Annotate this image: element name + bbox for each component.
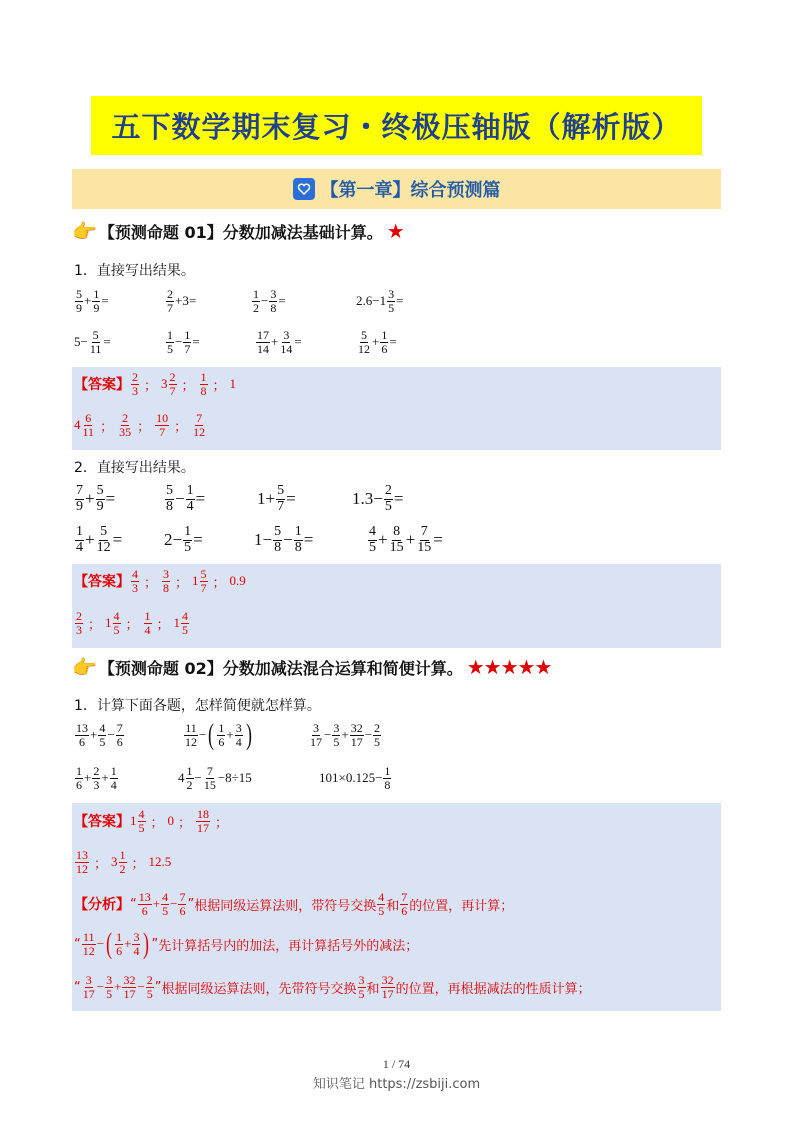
answer-label: 【答案】 — [74, 814, 130, 831]
expression: $\frac{1}{5}$ − $\frac{1}{7}$ = — [167, 328, 200, 356]
expression: 1.3− $\frac{2}{5}$ = — [352, 483, 404, 514]
expression: $\frac{5}{12}$ + $\frac{1}{6}$ = — [358, 328, 397, 356]
analysis-label: 【分析】 — [74, 897, 130, 914]
question-3-prompt: 1．计算下面各题，怎样简便就怎样算。 — [74, 698, 321, 714]
question-2-prompt: 2．直接写出结果。 — [74, 460, 195, 476]
expression: 2.6−1 $\frac{3}{5}$ = — [356, 287, 404, 315]
expression: 101×0.125− $\frac{1}{8}$ — [319, 764, 391, 792]
answer-label: 【答案】 — [74, 377, 130, 394]
footer-site-link[interactable]: 知识笔记 https://zsbiji.com — [312, 1077, 481, 1092]
answer-value: 0 — [167, 813, 175, 829]
question-1-prompt: 1．直接写出结果。 — [74, 263, 195, 279]
heart-tag-icon — [293, 178, 315, 200]
star-rating: ★ — [386, 219, 404, 243]
analysis-line-2: “ $\frac{11}{12}$ − ( $\frac{1}{6}$ + $\frac{3}{4}$ ) ” 先计算括号内的加法，再计算括号外的减法； — [74, 927, 419, 960]
star-rating: ★★★★★ — [466, 655, 552, 679]
analysis-text: 的位置，再根据减法的性质计算； — [395, 981, 591, 997]
document-title: 五下数学期末复习・终极压轴版（解析版） — [111, 110, 682, 144]
answer-line: $\frac{2}{3}$ ； 1 $\frac{4}{5}$ ； $\frac{1}{4}$ ； 1 $\frac{4}{5}$ — [76, 609, 189, 637]
answer-line: 4 $\frac{6}{11}$ ； $\frac{2}{35}$ ； $\frac{10}{7}$ ； $\frac{7}{12}$ — [74, 411, 206, 439]
expression: $\frac{3}{17}$ − $\frac{3}{5}$ + $\frac{32}{17}$ − $\frac{2}{5}$ — [310, 721, 381, 749]
topic-heading-02 — [72, 655, 551, 679]
chapter-title: 【第一章】综合预测篇 — [320, 180, 501, 201]
answer-line: 【答案】 $\frac{4}{3}$ ； $\frac{3}{8}$ ； 1 $\frac{5}{7}$ ； 0.9 — [74, 567, 246, 595]
answer-line: $\frac{13}{12}$ ； 3 $\frac{1}{2}$ ； 12.5 — [76, 848, 172, 876]
expression: $\frac{1}{2}$ − $\frac{3}{8}$ = — [253, 287, 286, 315]
expression: 1− $\frac{5}{8}$ − $\frac{1}{8}$ = — [254, 524, 314, 555]
analysis-text: 根据同级运算法则，带符号交换 — [194, 898, 377, 914]
analysis-line-3: “ $\frac{3}{17}$ − $\frac{3}{5}$ + $\frac{32}{17}$ − $\frac{2}{5}$ ” 根据同级运算法则，先带符号交换 $\frac{3}{5}$ 和 $\frac{32}{17}$ 的位置，再根据减法的性质计算； — [74, 973, 591, 1001]
expression: $\frac{4}{5}$ + $\frac{8}{15}$ + $\frac{7}{15}$ = — [369, 524, 443, 555]
expression: $\frac{13}{6}$ + $\frac{4}{5}$ − $\frac{7}{6}$ — [76, 721, 123, 749]
expression: $\frac{2}{7}$ +3= — [167, 287, 197, 315]
expression: $\frac{7}{9}$ + $\frac{5}{9}$ = — [76, 483, 116, 514]
expression: $\frac{1}{6}$ + $\frac{2}{3}$ + $\frac{1}{4}$ — [76, 764, 117, 792]
analysis-text: 先计算括号内的加法，再计算括号外的减法； — [158, 938, 419, 954]
chapter-banner — [72, 169, 721, 209]
expression: $\frac{17}{14}$ + $\frac{3}{14}$ = — [257, 328, 302, 356]
expression: $\frac{5}{8}$ − $\frac{1}{4}$ = — [166, 483, 206, 514]
answer-value: 12.5 — [148, 854, 172, 870]
analysis-text: 和 — [366, 981, 380, 997]
expression: $\frac{11}{12}$ − ( $\frac{1}{6}$ + $\frac{3}{4}$ ) — [185, 718, 252, 751]
expression: $\frac{5}{9}$ + $\frac{1}{9}$ = — [76, 287, 109, 315]
expression: $\frac{1}{4}$ + $\frac{5}{12}$ = — [76, 524, 123, 555]
answer-label: 【答案】 — [74, 574, 130, 591]
page-number: 1 / 74 — [382, 1057, 411, 1071]
expression: 2− $\frac{1}{5}$ = — [164, 524, 203, 555]
analysis-text: 的位置，再计算； — [409, 898, 514, 914]
expression: 1+ $\frac{5}{7}$ = — [257, 483, 296, 514]
expression: 4 $\frac{1}{2}$ − $\frac{7}{15}$ −8÷15 — [178, 764, 252, 792]
answer-value: 1 — [229, 376, 237, 392]
answer-value: 0.9 — [229, 573, 246, 589]
pointing-hand-icon: 👉 — [72, 655, 97, 679]
pointing-hand-icon: 👉 — [72, 219, 97, 243]
expression: 5− $\frac{5}{11}$ = — [74, 328, 111, 356]
answer-line: 【答案】 1 $\frac{4}{5}$ ； 0 ； $\frac{18}{17}$ ； — [74, 807, 229, 835]
document-title-banner — [91, 96, 702, 155]
analysis-text: 根据同级运算法则，先带符号交换 — [161, 981, 357, 997]
topic-heading-01 — [72, 219, 404, 243]
answer-line: 【答案】 $\frac{2}{3}$ ； 3 $\frac{2}{7}$ ； $\frac{1}{8}$ ； 1 — [74, 370, 237, 398]
analysis-text: 和 — [386, 898, 400, 914]
analysis-line-1: 【分析】 “ $\frac{13}{6}$ + $\frac{4}{5}$ − $\frac{7}{6}$ ” 根据同级运算法则，带符号交换 $\frac{4}{5}$ 和 $\frac{7}{6}$ 的位置，再计算； — [74, 890, 514, 918]
topic-label: 【预测命题 02】分数加减法混合运算和简便计算。 — [98, 658, 463, 678]
topic-label: 【预测命题 01】分数加减法基础计算。 — [98, 222, 383, 242]
